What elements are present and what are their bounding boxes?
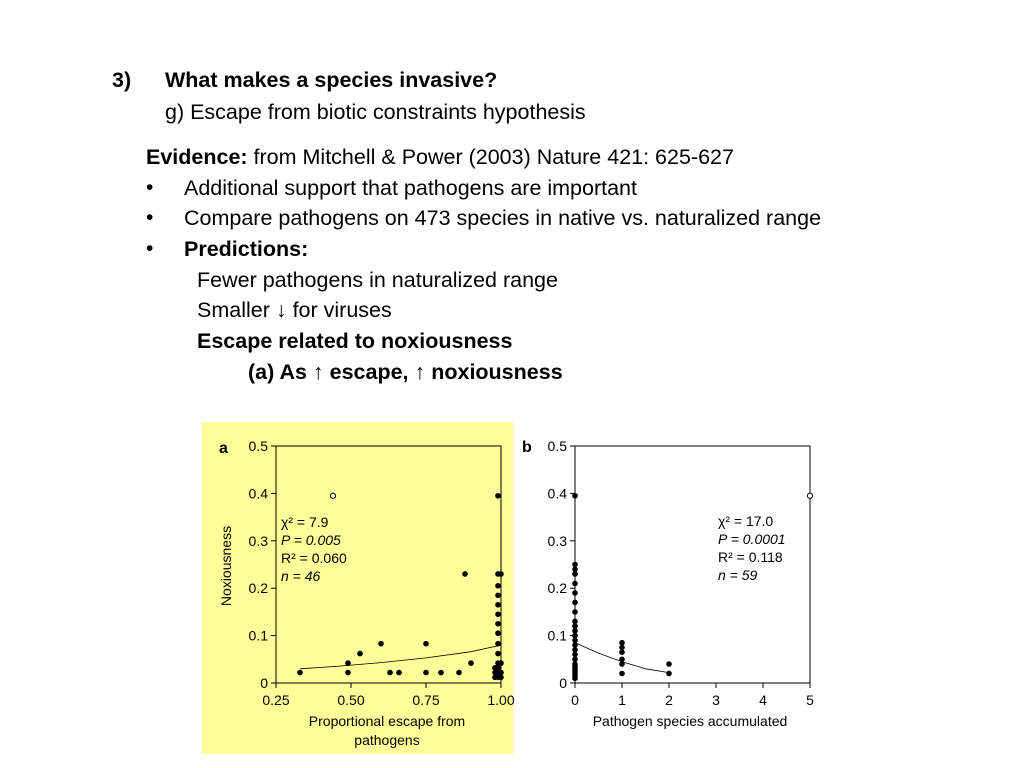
chart-b-point	[572, 675, 578, 681]
chart-b-stat: χ² = 17.0	[718, 513, 774, 529]
prediction-item: (a) As ↑ escape, ↑ noxiousness	[248, 360, 563, 384]
chart-a-point	[297, 670, 303, 676]
chart-a-y-tick-label: 0	[260, 675, 268, 691]
chart-b	[522, 438, 814, 729]
chart-a-stat: R² = 0.060	[281, 550, 347, 566]
chart-b-point	[666, 671, 672, 677]
chart-b-point	[619, 649, 625, 655]
bullet-marker: •	[146, 176, 154, 199]
chart-a-xlabel-line2: pathogens	[354, 732, 420, 748]
chart-a-point	[495, 583, 501, 589]
bullet-item: Additional support that pathogens are important	[184, 176, 637, 200]
evidence-text: from Mitchell & Power (2003) Nature 421: 625-627	[247, 145, 734, 169]
chart-a-point	[462, 571, 468, 577]
subheading: g) Escape from biotic constraints hypothesis	[165, 100, 586, 124]
chart-a-x-tick-label: 0.50	[337, 692, 365, 708]
heading: What makes a species invasive?	[165, 68, 498, 92]
chart-a-x-tick-label: 1.00	[487, 692, 515, 708]
chart-a-stat: n = 46	[281, 568, 321, 584]
heading-number: 3)	[112, 68, 132, 92]
prediction-item: Smaller ↓ for viruses	[197, 298, 392, 322]
chart-a-point	[495, 602, 501, 608]
chart-b-point	[572, 571, 578, 577]
chart-a-point	[495, 641, 501, 647]
bullet-marker: •	[146, 206, 154, 229]
chart-a-point	[498, 571, 504, 577]
chart-b-y-tick-label: 0.1	[547, 627, 567, 644]
chart-a	[218, 438, 515, 748]
chart-a-point	[396, 670, 402, 676]
chart-b-x-tick-label: 3	[712, 692, 720, 708]
chart-a-y-tick-label: 0.5	[248, 438, 268, 454]
chart-a-point	[387, 670, 393, 676]
chart-a-xlabel-line1: Proportional escape from	[308, 713, 466, 729]
chart-b-point	[572, 600, 578, 606]
chart-b-y-tick-label: 0.5	[547, 438, 567, 454]
chart-a-point	[495, 630, 501, 636]
chart-b-x-tick-label: 2	[665, 692, 673, 708]
chart-a-y-tick-label: 0.3	[248, 532, 268, 549]
chart-b-stat: P = 0.0001	[718, 531, 786, 547]
chart-b-open-point	[807, 493, 812, 498]
chart-a-point	[492, 675, 498, 681]
chart-a-stat: P = 0.005	[281, 532, 341, 548]
chart-a-point	[468, 660, 474, 666]
chart-a-y-tick-label: 0.4	[248, 485, 268, 502]
chart-a-point	[495, 611, 501, 617]
chart-b-point	[666, 661, 672, 667]
bullet-item: Predictions:	[184, 237, 309, 261]
chart-a-point	[495, 493, 501, 499]
chart-a-x-tick-label: 0.75	[412, 692, 440, 708]
chart-b-x-tick-label: 5	[806, 692, 814, 708]
chart-b-y-tick-label: 0.3	[547, 532, 567, 549]
chart-a-x-tick-label: 0.25	[262, 692, 290, 708]
prediction-item: Escape related to noxiousness	[197, 329, 513, 353]
chart-b-x-tick-label: 0	[571, 692, 579, 708]
chart-a-point	[423, 641, 429, 647]
chart-a-y-tick-label: 0.2	[248, 580, 268, 597]
chart-b-xlabel: Pathogen species accumulated	[592, 713, 788, 729]
chart-b-point	[572, 493, 578, 499]
bullet-item: Compare pathogens on 473 species in native vs. naturalized range	[184, 206, 822, 230]
chart-b-panel-label: b	[522, 439, 532, 456]
chart-a-point	[498, 675, 504, 681]
chart-a-point	[345, 670, 351, 676]
chart-a-point	[357, 651, 363, 657]
chart-a-y-tick-label: 0.1	[248, 627, 268, 644]
chart-a-point	[495, 621, 501, 627]
chart-b-x-tick-label: 4	[759, 692, 767, 708]
chart-b-y-tick-label: 0.4	[547, 485, 567, 502]
chart-b-point	[572, 609, 578, 615]
evidence-label: Evidence:	[146, 145, 248, 169]
chart-a-point	[498, 660, 504, 666]
chart-b-stat: R² = 0.118	[718, 549, 783, 565]
chart-a-point	[345, 660, 351, 666]
chart-b-y-tick-label: 0	[559, 675, 567, 691]
chart-a-panel-label: a	[219, 440, 228, 457]
chart-a-stat: χ² = 7.9	[281, 514, 329, 530]
chart-a-point	[495, 651, 501, 657]
chart-b-x-tick-label: 1	[618, 692, 626, 708]
chart-b-point	[619, 671, 625, 677]
chart-a-point	[438, 670, 444, 676]
chart-a-point	[378, 641, 384, 647]
chart-b-point	[619, 661, 625, 667]
chart-b-point	[572, 581, 578, 587]
chart-a-point	[495, 593, 501, 599]
prediction-item: Fewer pathogens in naturalized range	[197, 268, 558, 292]
chart-a-ylabel: Noxiousness	[218, 525, 234, 607]
chart-a-point	[456, 670, 462, 676]
chart-b-stat: n = 59	[718, 567, 758, 583]
chart-b-point	[572, 590, 578, 596]
chart-a-point	[423, 670, 429, 676]
bullet-marker: •	[146, 237, 154, 260]
chart-a-point	[492, 665, 498, 671]
chart-b-y-tick-label: 0.2	[547, 580, 567, 597]
chart-a-open-point	[330, 493, 335, 498]
